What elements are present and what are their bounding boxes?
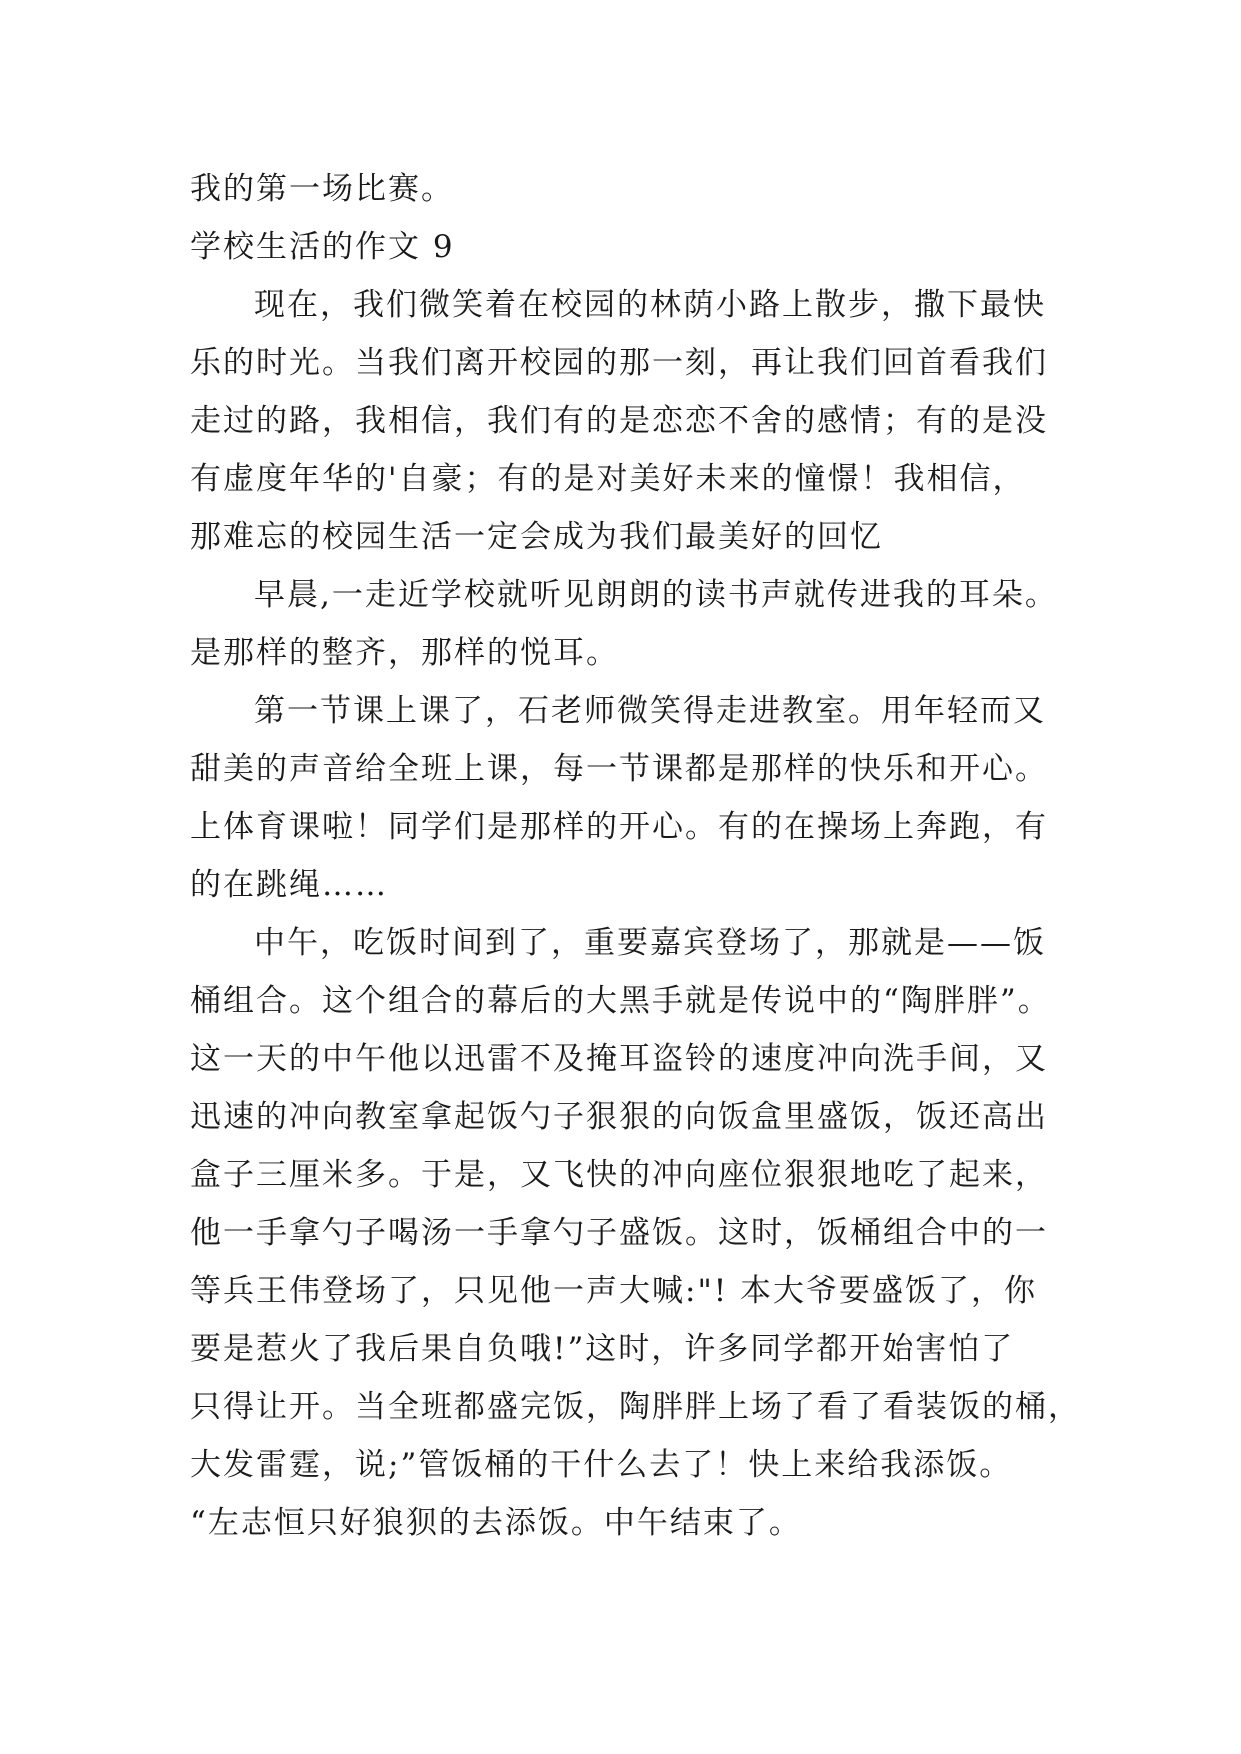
text-line: 我的第一场比赛。 [190, 171, 454, 207]
document-page [190, 160, 1081, 1552]
text-line: 迅速的冲向教室拿起饭勺子狠狠的向饭盒里盛饭，饭还高出 [190, 1099, 1048, 1135]
paragraph-first-line: 早晨,一走近学校就听见朗朗的读书声就传进我的耳朵。 [254, 577, 1058, 613]
text-line: 大发雷霆，说;”管饭桶的干什么去了！快上来给我添饭。 [190, 1447, 1013, 1483]
text-line: 走过的路，我相信，我们有的是恋恋不舍的感情；有的是没 [190, 403, 1048, 439]
text-line: 等兵王伟登场了，只见他一声大喊:"! 本大爷要盛饭了，你 [190, 1273, 1038, 1309]
text-line: “左志恒只好狼狈的去添饭。中午结束了。 [190, 1505, 802, 1541]
text-line: 有虚度年华的'自豪；有的是对美好未来的憧憬！我相信， [190, 461, 1026, 497]
paragraph-first-line: 第一节课上课了，石老师微笑得走进教室。用年轻而又 [254, 693, 1046, 729]
section-heading: 学校生活的作文 9 [190, 229, 455, 265]
text-line: 只得让开。当全班都盛完饭，陶胖胖上场了看了看装饭的桶， [190, 1389, 1081, 1425]
text-line: 盒子三厘米多。于是，又飞快的冲向座位狠狠地吃了起来， [190, 1157, 1048, 1193]
text-line: 乐的时光。当我们离开校园的那一刻，再让我们回首看我们 [190, 345, 1048, 381]
text-line: 的在跳绳…… [190, 867, 388, 903]
text-line: 要是惹火了我后果自负哦!”这时，许多同学都开始害怕了 [190, 1331, 1015, 1367]
text-line: 那难忘的校园生活一定会成为我们最美好的回忆 [190, 519, 883, 555]
text-line: 甜美的声音给全班上课，每一节课都是那样的快乐和开心。 [190, 751, 1048, 787]
text-line: 这一天的中午他以迅雷不及掩耳盗铃的速度冲向洗手间，又 [190, 1041, 1048, 1077]
paragraph-first-line: 中午，吃饭时间到了，重要嘉宾登场了，那就是——饭 [254, 925, 1046, 961]
text-line: 上体育课啦！同学们是那样的开心。有的在操场上奔跑，有 [190, 809, 1048, 845]
text-line: 桶组合。这个组合的幕后的大黑手就是传说中的“陶胖胖”。 [190, 983, 1051, 1019]
text-line: 是那样的整齐，那样的悦耳。 [190, 635, 619, 671]
text-line: 他一手拿勺子喝汤一手拿勺子盛饭。这时，饭桶组合中的一 [190, 1215, 1048, 1251]
paragraph-first-line: 现在，我们微笑着在校园的林荫小路上散步，撒下最快 [254, 287, 1046, 323]
